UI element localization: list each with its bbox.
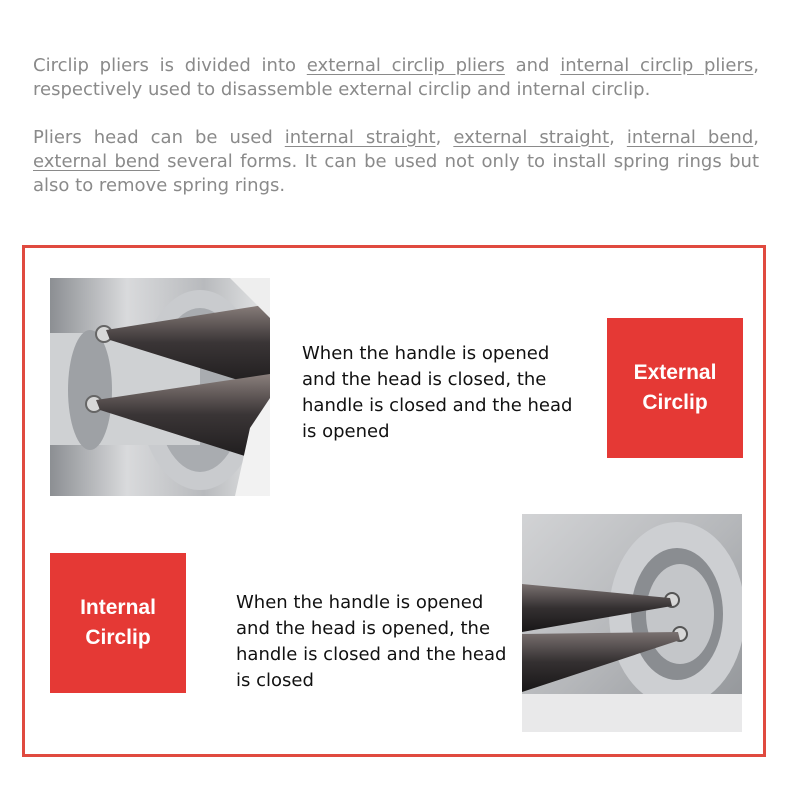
- intro-link[interactable]: external circlip pliers: [306, 55, 505, 76]
- circlip-comparison-panel: [22, 245, 766, 757]
- external-badge-line-2: Circlip: [642, 391, 708, 414]
- intro-text: ,: [435, 127, 454, 148]
- internal-circlip-badge: [50, 553, 186, 693]
- intro-link[interactable]: internal circlip pliers: [560, 55, 754, 76]
- intro-text: and: [504, 55, 561, 76]
- external-circlip-photo: [50, 278, 270, 496]
- external-badge-line-1: External: [633, 361, 717, 384]
- intro-text: ,: [609, 127, 627, 148]
- intro-text: several forms. It can be used not only to install spring rings but also to remove spring rings.: [33, 151, 760, 196]
- intro-link[interactable]: internal straight: [284, 127, 436, 148]
- intro-link[interactable]: external bend: [33, 151, 160, 172]
- intro-link[interactable]: external straight: [453, 127, 610, 148]
- intro-text: ,: [753, 127, 759, 148]
- intro-text: Circlip pliers is divided into: [33, 55, 307, 76]
- external-circlip-description: When the handle is opened and the head is closed, the handle is closed and the head is opened: [302, 343, 573, 442]
- intro-paragraph-head-forms: [33, 126, 759, 198]
- internal-circlip-description: When the handle is opened and the head is opened, the handle is closed and the head is closed: [236, 592, 507, 691]
- internal-badge-line-1: Internal: [80, 596, 156, 619]
- external-circlip-badge: [607, 318, 743, 458]
- intro-paragraph-circlip-types: [33, 54, 759, 102]
- internal-badge-line-2: Circlip: [85, 626, 151, 649]
- intro-link[interactable]: internal bend: [626, 127, 754, 148]
- intro-text: , respectively used to disassemble external circlip and internal circlip.: [33, 55, 760, 100]
- internal-circlip-photo: [522, 514, 742, 732]
- intro-text: Pliers head can be used: [33, 127, 285, 148]
